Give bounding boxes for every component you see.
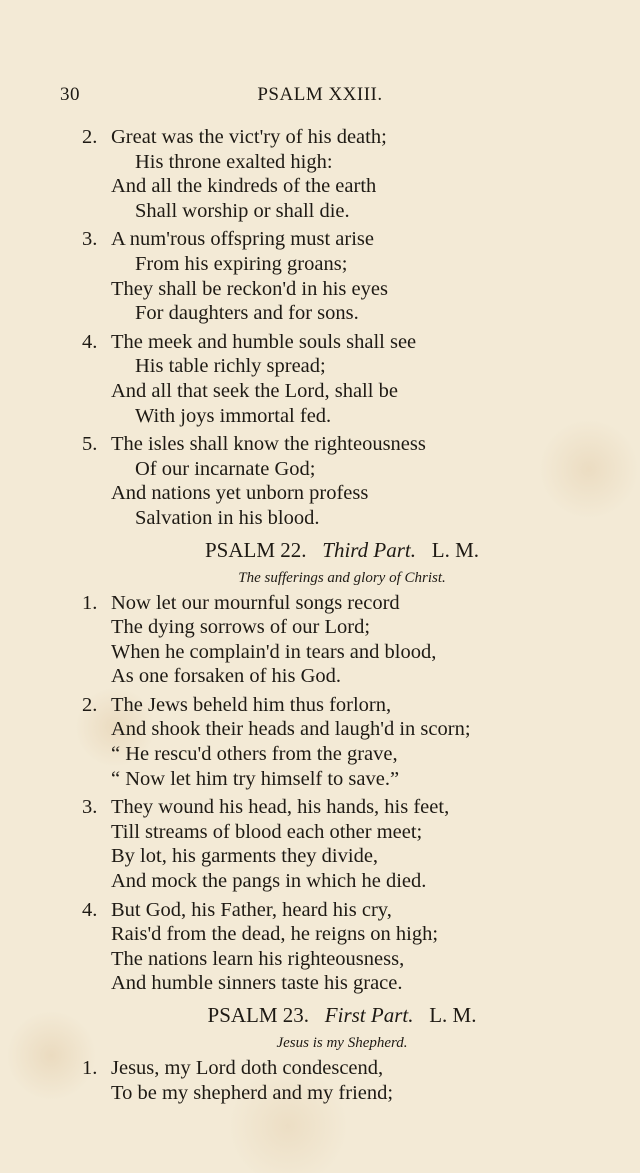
stanza-number: 4.: [82, 898, 98, 921]
verse-line-text: His table richly spread;: [135, 355, 326, 378]
verse-line: [82, 481, 627, 506]
verse-line-text: “ He rescu'd others from the grave,: [111, 743, 398, 766]
verse-line: [82, 1081, 627, 1106]
verse-line: [82, 693, 627, 718]
verse-line: [82, 742, 627, 767]
page-number: 30: [60, 84, 80, 105]
verse-line: [82, 379, 627, 404]
section-title: [82, 1000, 602, 1030]
verse-line: [82, 640, 627, 665]
verse-line-text: Rais'd from the dead, he reigns on high;: [111, 923, 439, 946]
stanza-number: 2.: [82, 693, 98, 716]
verse-line-text: The isles shall know the righteousness: [111, 433, 426, 456]
section-title: [82, 535, 602, 565]
psalm-meter: L. M.: [431, 537, 480, 562]
stanza-number: 1.: [82, 591, 98, 614]
stanza: [82, 227, 627, 325]
verse-line: [82, 1056, 627, 1081]
verse-line-text: Salvation in his blood.: [135, 506, 320, 529]
verse-line-text: With joys immortal fed.: [135, 404, 332, 427]
verse-line: [82, 506, 627, 531]
verse-line-text: Jesus, my Lord doth condescend,: [111, 1057, 384, 1079]
verse-line: [82, 947, 627, 972]
stanza: [82, 125, 627, 223]
psalm-meter: L. M.: [429, 1003, 477, 1027]
verse-line-text: The meek and humble souls shall see: [111, 330, 417, 353]
stanza-group-psalm-22-second: [82, 125, 627, 531]
verse-line: [82, 301, 627, 326]
stanza-number: 2.: [82, 126, 98, 148]
section-subtitle: Jesus is my Shepherd.: [276, 1035, 408, 1051]
stanza-number: 3.: [82, 228, 98, 251]
psalm-number: PSALM 22.: [204, 537, 307, 562]
verse-line: [82, 767, 627, 792]
verse-line: [82, 252, 627, 277]
section-subtitle: The sufferings and glory of Christ.: [238, 569, 446, 586]
verse-line: [82, 457, 627, 482]
verse-line-text: The Jews beheld him thus forlorn,: [111, 693, 392, 716]
verse-line: [82, 971, 627, 996]
stanza-number: 1.: [82, 1057, 98, 1079]
verse-line: [82, 330, 627, 355]
verse-line-text: The nations learn his righteousness,: [111, 947, 405, 970]
verse-line-text: By lot, his garments they divide,: [111, 845, 379, 868]
verse-line-text: Of our incarnate God;: [135, 457, 316, 480]
verse-line-text: As one forsaken of his God.: [111, 665, 342, 688]
verse-line-text: And all that seek the Lord, shall be: [111, 379, 398, 402]
stanza-number: 5.: [82, 433, 98, 456]
verse-line: [82, 174, 627, 199]
verse-line-text: Great was the vict'ry of his death;: [111, 126, 387, 148]
stanza-number: 3.: [82, 796, 98, 819]
verse-line-text: And nations yet unborn profess: [111, 482, 369, 505]
verse-line: [82, 844, 627, 869]
verse-line: [82, 615, 627, 640]
verse-line: [82, 898, 627, 923]
verse-line-text: To be my shepherd and my friend;: [111, 1081, 394, 1104]
verse-line-text: And humble sinners taste his grace.: [111, 972, 403, 995]
verse-line-text: “ Now let him try himself to save.”: [111, 767, 400, 790]
verse-line-text: And all the kindreds of the earth: [111, 175, 377, 198]
verse-line: [82, 922, 627, 947]
stanza-group-psalm-23-first: [82, 1056, 627, 1105]
stanza-group-psalm-22-third: [82, 591, 627, 997]
verse-line: [82, 664, 627, 689]
verse-line: [82, 795, 627, 820]
stanza: [82, 1056, 627, 1105]
verse-line: [82, 227, 627, 252]
verse-line: [82, 150, 627, 175]
stanza: [82, 330, 627, 428]
verse-line: [82, 404, 627, 429]
verse-line-text: Now let our mournful songs record: [111, 591, 400, 614]
verse-line-text: And shook their heads and laugh'd in scorn;: [111, 718, 471, 741]
running-title: PSALM XXIII.: [257, 84, 383, 105]
verse-line: [82, 591, 627, 616]
verse-line-text: They shall be reckon'd in his eyes: [111, 277, 388, 300]
verse-line: [82, 125, 627, 150]
verse-line: [82, 199, 627, 224]
stanza: [82, 693, 627, 791]
verse-line-text: And mock the pangs in which he died.: [111, 870, 427, 893]
page-header: [60, 84, 580, 110]
stanza-number: 4.: [82, 330, 98, 353]
verse-line: [82, 277, 627, 302]
verse-line-text: When he complain'd in tears and blood,: [111, 640, 437, 663]
stanza: [82, 591, 627, 689]
verse-line: [82, 869, 627, 894]
psalm-number: PSALM 23.: [207, 1003, 310, 1027]
psalm-part: Third Part.: [322, 537, 417, 562]
verse-line-text: Till streams of blood each other meet;: [111, 820, 423, 843]
psalm-part: First Part.: [324, 1003, 414, 1027]
verse-line-text: A num'rous offspring must arise: [111, 228, 374, 251]
verse-line: [82, 717, 627, 742]
verse-line: [82, 354, 627, 379]
verse-line-text: His throne exalted high:: [135, 150, 333, 173]
verse-line: [82, 820, 627, 845]
verse-line-text: For daughters and for sons.: [135, 302, 359, 325]
hymn-text: [82, 125, 627, 1109]
verse-line-text: They wound his head, his hands, his feet,: [111, 796, 450, 819]
verse-line-text: The dying sorrows of our Lord;: [111, 616, 371, 639]
verse-line-text: From his expiring groans;: [135, 252, 348, 275]
verse-line-text: Shall worship or shall die.: [135, 199, 350, 222]
stanza: [82, 898, 627, 996]
verse-line-text: But God, his Father, heard his cry,: [111, 898, 392, 921]
stanza: [82, 795, 627, 893]
stanza: [82, 432, 627, 530]
verse-line: [82, 432, 627, 457]
